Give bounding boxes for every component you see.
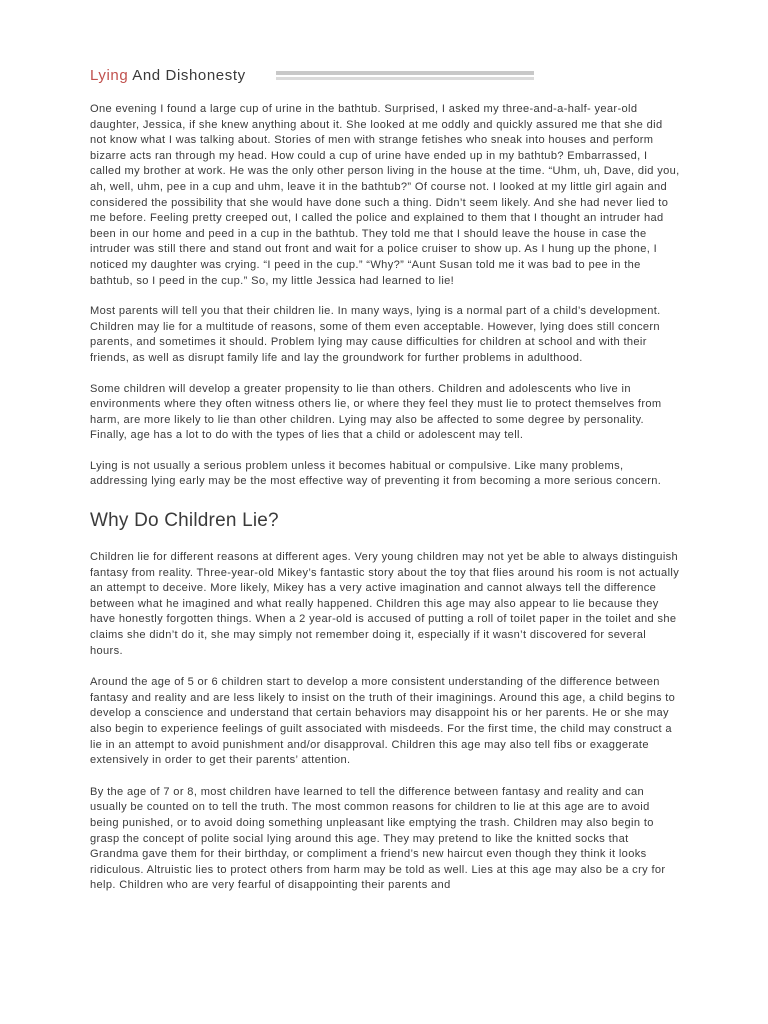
document-title [90,67,246,84]
intro-paragraph-3: Some children will develop a greater propensity to lie than others. Children and adolescents who live in environments where they often witness others lie, or where they feel they must lie to protect themselves from harm, are more likely to lie than other children. Lying may also be affected to some degree by personality. Finally, age has a lot to do with the types of lies that a child or adolescent may tell. [90,382,662,442]
title-accent-word: Lying [90,66,129,84]
document-page [90,62,680,894]
section-paragraph-1: Children lie for different reasons at different ages. Very young children may not yet be able to always distinguish fantasy from reality. Three-year-old Mikey’s fantastic story about the toy that flies around his room is not actually an attempt to deceive. More likely, Mikey has a very active imagination and cannot always tell the difference between what he imagined and what really happened. Children this age may also appear to lie because they have honestly forgotten things. When a 2 year-old is accused of putting a roll of toilet paper in the toilet and she claims she didn’t do it, she may simply not remember doing it, especially if it wasn’t discovered for several hours. [90,551,680,657]
intro-paragraph-4: Lying is not usually a serious problem unless it becomes habitual or compulsive. Like many problems, addressing lying early may be the most effective way of preventing it from becoming a more serious concern. [90,459,662,488]
intro-paragraph-1: One evening I found a large cup of urine in the bathtub. Surprised, I asked my three-and-a-half- year-old daughter, Jessica, if she knew anything about it. She looked at me oddly and quickly assured me that she did not know what I was talking about. Stories of men with strange fetishes who sneak into houses and perform bizarre acts ran through my head. How could a cup of urine have ended up in my bathtub? Embarrassed, I called my brother at work. He was the only other person living in the house at the time. “Uhm, uh, Dave, did you, ah, well, uhm, pee in a cup and uhm, leave it in the bathtub?” Of course not. I looked at my little girl again and considered the possibility that she would have done such a thing. Didn’t seem likely. And she had never lied to me before. Feeling pretty creeped out, I called the police and explained to them that I thought an intruder had been in our home and peed in a cup in the bathtub. They told me that I should leave the house in case the intruder was still there and stand out front and wait for a police cruiser to show up. As I hung up the phone, I noticed my daughter was crying. “I peed in the cup.” “Why?” “Aunt Susan told me it was bad to pee in the bathtub, so I peed in the cup.” So, my little Jessica had learned to lie! [90,103,680,287]
title-rest: And Dishonesty [128,66,246,84]
section-paragraph-3: By the age of 7 or 8, most children have learned to tell the difference between fantasy and reality and can usually be counted on to tell the truth. The most common reasons for children to lie at this age are to avoid being punished, or to avoid doing something unpleasant like emptying the trash. Children may also begin to grasp the concept of polite social lying around this age. They may pretend to like the knitted socks that Grandma gave them for their birthday, or compliment a friend’s new haircut even though they think it looks ridiculous. Altruistic lies to protect others from harm may be told as well. Lies at this age may also be a cry for help. Children who are very fearful of disappointing their parents and [90,785,666,892]
header-decorative-rule [276,71,534,80]
section-heading: Why Do Children Lie? [90,510,279,532]
section-paragraph-2: Around the age of 5 or 6 children start to develop a more consistent understanding of the difference between fantasy and reality and are less likely to insist on the truth of their imaginings. Around this age, a child begins to develop a conscience and understand that certain behaviors may disappoint his or her parents. He or she may also begin to experience feelings of guilt associated with misdeeds. For the first time, the child may construct a lie in an attempt to avoid punishment and/or disapproval. Children this age may also tell fibs or exaggerate extensively in order to get their parents’ attention. [90,676,676,767]
document-header [90,62,680,88]
intro-paragraph-2: Most parents will tell you that their children lie. In many ways, lying is a normal part of a child’s development. Children may lie for a multitude of reasons, some of them even acceptable. However, lying does still concern parents, and sometimes it should. Problem lying may cause difficulties for children at school and with their friends, as well as disrupt family life and lay the groundwork for further problems in adulthood. [90,305,661,364]
